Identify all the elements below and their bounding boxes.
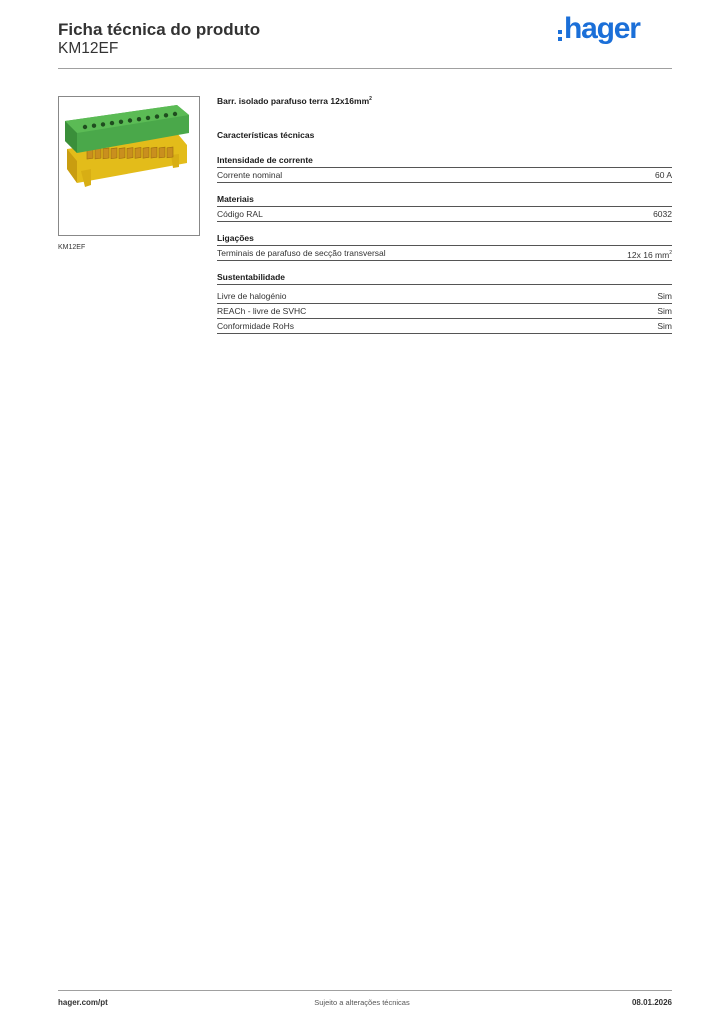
terminal-bar-icon [59, 97, 199, 235]
footer-notice: Sujeito a alterações técnicas [314, 998, 410, 1007]
product-name: Barr. isolado parafuso terra $12x16mm^2$ [217, 96, 372, 106]
spec-row [217, 319, 672, 334]
logo-dots-icon [558, 30, 562, 44]
group-title: Ligações [217, 232, 672, 246]
group-materials [217, 193, 672, 222]
page-header [58, 12, 672, 68]
group-title: Sustentabilidade [217, 271, 672, 285]
logo-text: hager [564, 12, 640, 45]
group-current [217, 154, 672, 183]
group-sustainability [217, 271, 672, 334]
spec-value: Sim [657, 291, 672, 301]
spec-row [217, 304, 672, 319]
spec-label: Terminais de parafuso de secção transversal [217, 248, 386, 258]
spec-heading: Características técnicas [217, 130, 315, 140]
spec-row [217, 289, 672, 304]
spec-value: Sim [657, 306, 672, 316]
document-subtitle: KM12EF [58, 40, 119, 57]
group-title: Materiais [217, 193, 672, 207]
spec-label: Código RAL [217, 209, 263, 219]
spec-label: Livre de halogénio [217, 291, 287, 301]
document-title: Ficha técnica do produto [58, 20, 261, 39]
spec-value: Sim [657, 321, 672, 331]
footer-divider [58, 990, 672, 991]
product-image-frame [58, 96, 200, 236]
group-title: Intensidade de corrente [217, 154, 672, 168]
spec-value: 60 A [654, 170, 672, 180]
spec-label: Corrente nominal [217, 170, 283, 180]
footer-website-link[interactable]: hager.com/pt [58, 998, 108, 1007]
footer-date: 08.01.2026 [631, 998, 672, 1007]
spec-label: Conformidade RoHs [217, 321, 295, 331]
group-connections [217, 232, 672, 261]
spec-row [217, 246, 672, 261]
spec-row [217, 207, 672, 222]
spec-label: REACh - livre de SVHC [217, 306, 307, 316]
hager-logo [558, 12, 654, 50]
spec-value: 12x 16 $mm^2$ [627, 249, 672, 260]
header-divider [58, 68, 672, 69]
spec-value: 6032 [653, 209, 672, 219]
image-caption: KM12EF [58, 244, 86, 251]
spec-row [217, 168, 672, 183]
